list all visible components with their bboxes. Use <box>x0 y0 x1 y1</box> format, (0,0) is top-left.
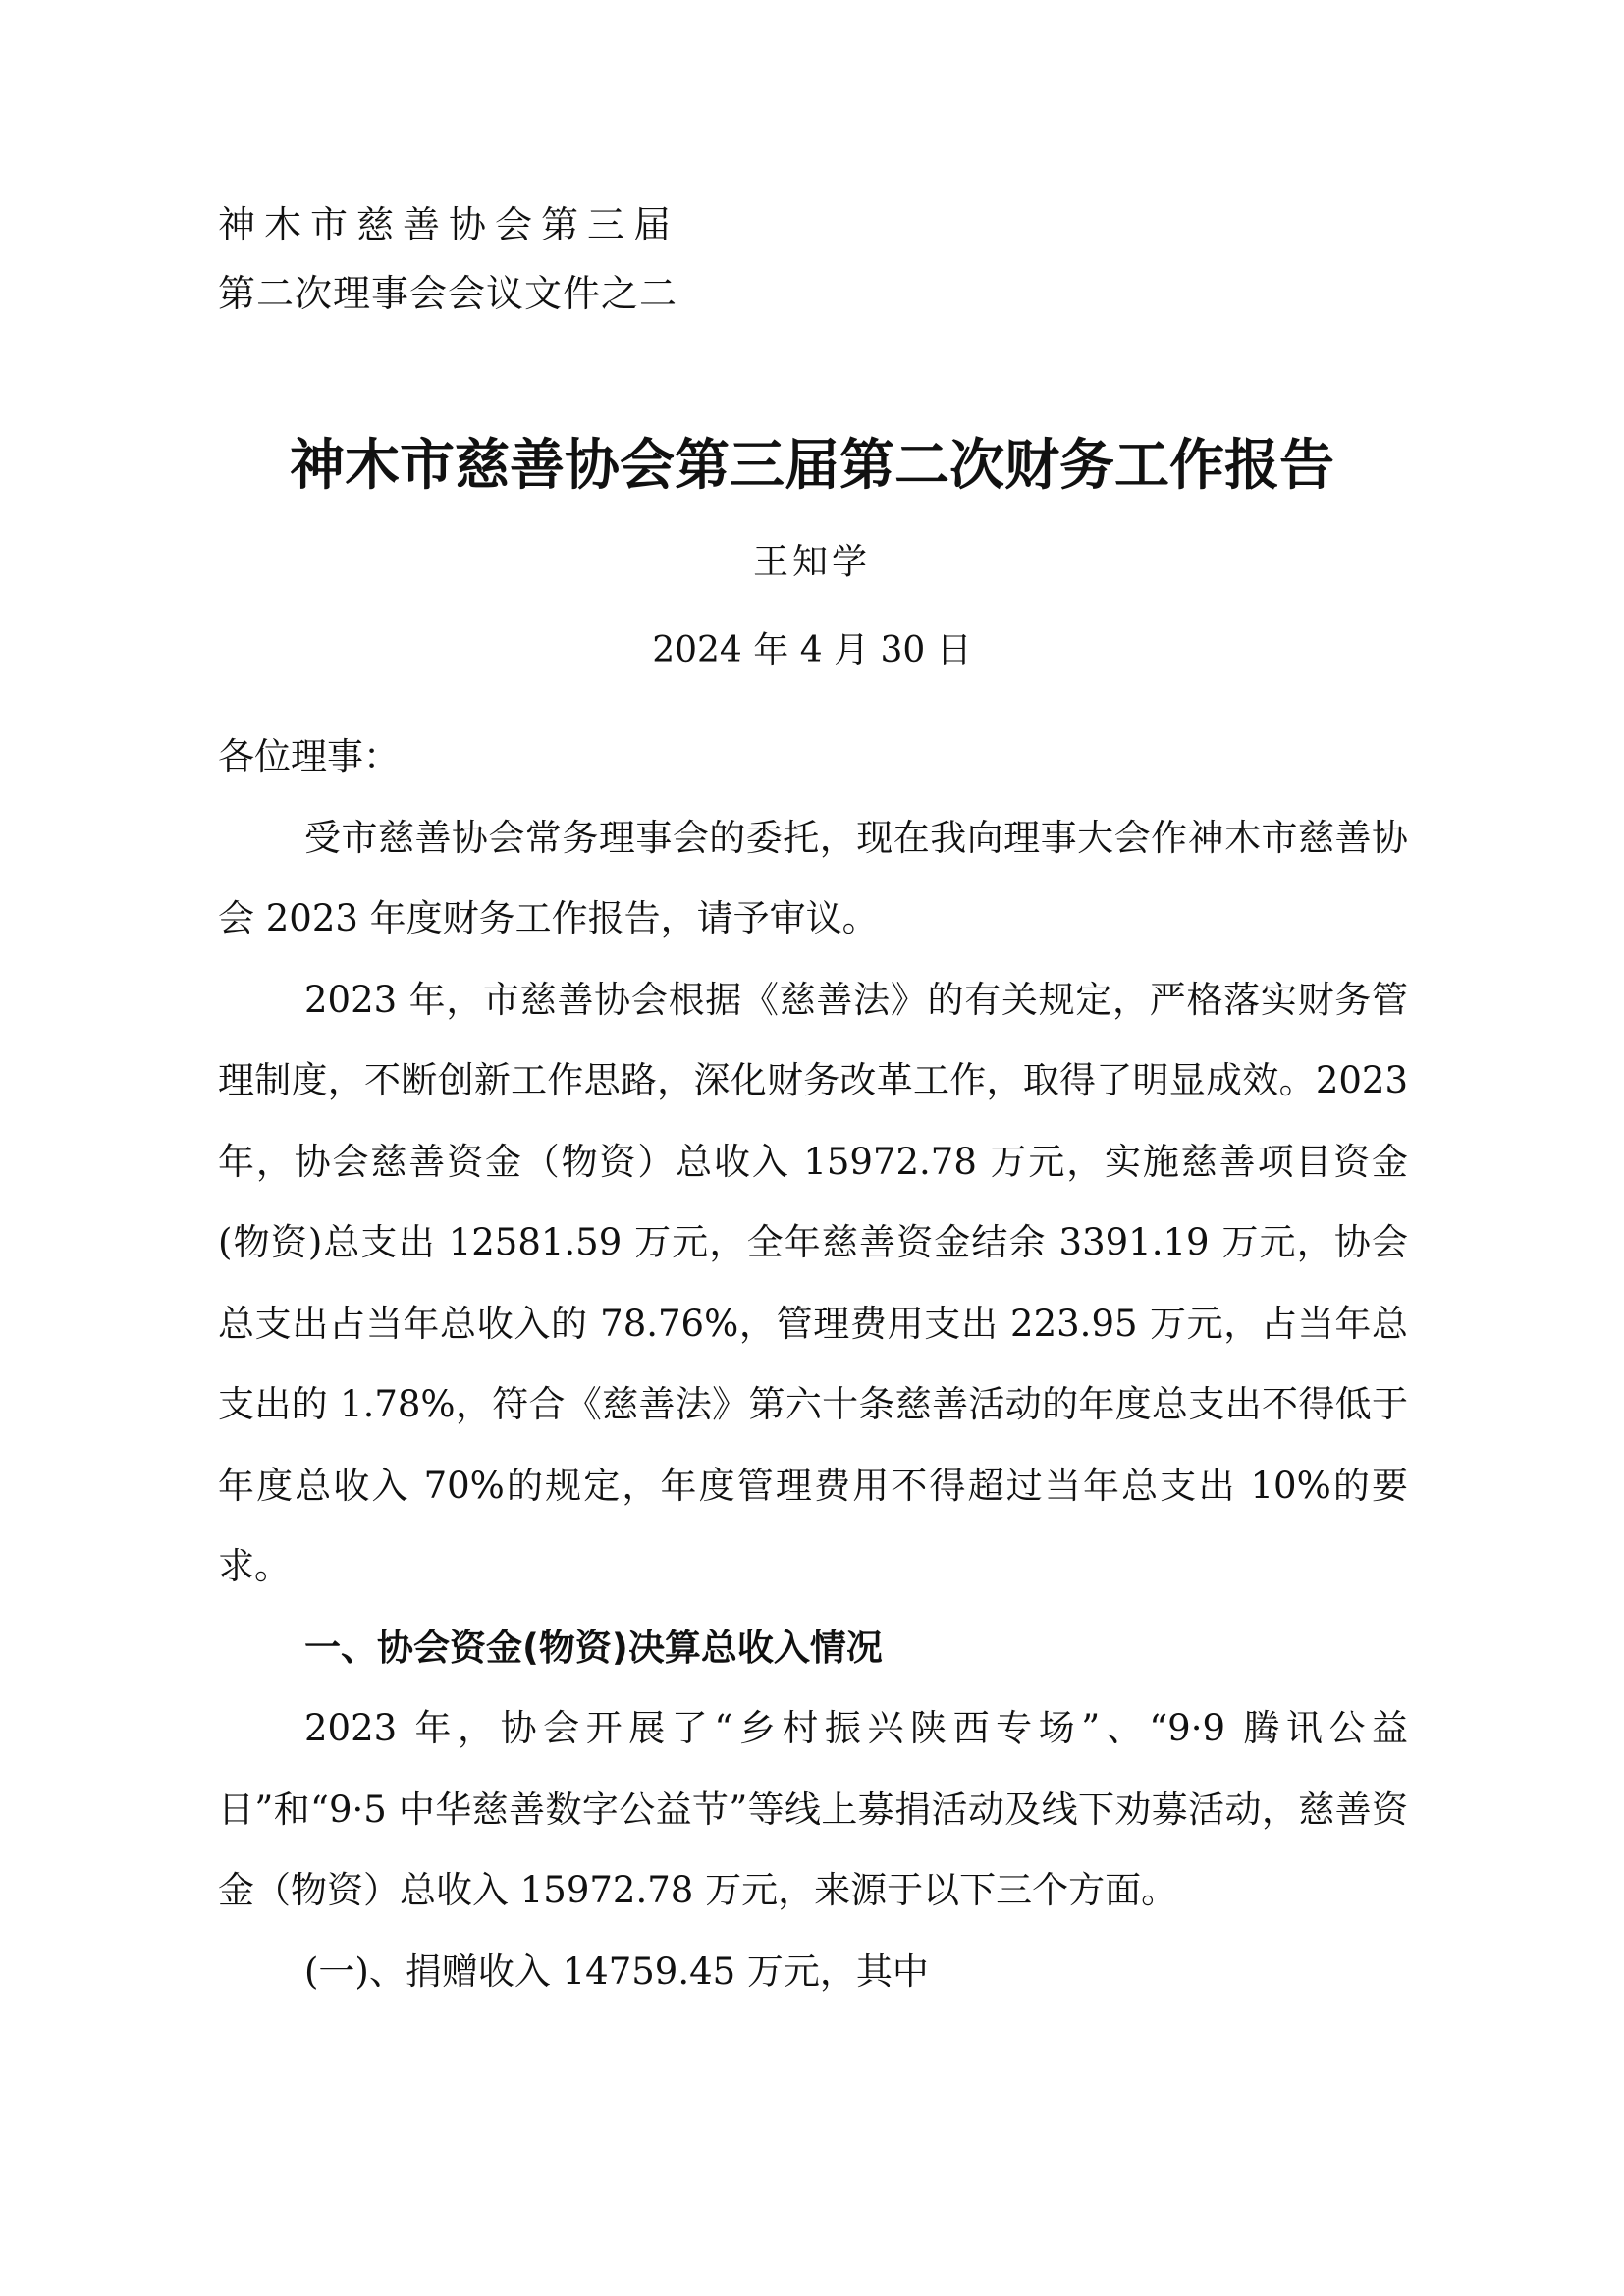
report-author: 王知学 <box>752 542 871 582</box>
paragraph-summary: 2023 年，市慈善协会根据《慈善法》的有关规定，严格落实财务管理制度，不断创新工作思路，深化财务改革工作，取得了明显成效。2023 年，协会慈善资金（物资）总收入 15972.78 万元，实施慈善项目资金(物资)总支出 12581.59 万元，全年慈善资金结余 3391.19 万元，协会总支出占当年总收入的 78.76%，管理费用支出 223.95 万元，占当年总支出的 1.78%，符合《慈善法》第六十条慈善活动的年度总支出不得低于年度总收入 70%的规定，年度管理费用不得超过当年总支出 10%的要求。 <box>218 978 1408 1587</box>
paragraph-intro: 受市慈善协会常务理事会的委托，现在我向理事大会作神木市慈善协会 2023 年度财务工作报告，请予审议。 <box>218 816 1408 939</box>
section-heading-income: 一、协会资金(物资)决算总收入情况 <box>304 1626 883 1669</box>
document-series-line2: 第二次理事会会议文件之二 <box>218 272 678 315</box>
paragraph-income-overview: 2023 年，协会开展了“乡村振兴陕西专场”、“9·9 腾讯公益日”和“9·5 中华慈善数字公益节”等线上募捐活动及线下劝募活动，慈善资金（物资）总收入 15972.78 万元，来源于以下三个方面。 <box>218 1707 1408 1911</box>
paragraph-donation-income: (一)、捐赠收入 14759.45 万元，其中 <box>304 1949 929 1993</box>
report-title: 神木市慈善协会第三届第二次财务工作报告 <box>290 434 1334 498</box>
salutation: 各位理事： <box>218 735 400 777</box>
document-series-line1: 神木市慈善协会第三届 <box>218 203 680 246</box>
report-date: 2024 年 4 月 30 日 <box>652 630 972 670</box>
report-body <box>218 717 1408 2012</box>
